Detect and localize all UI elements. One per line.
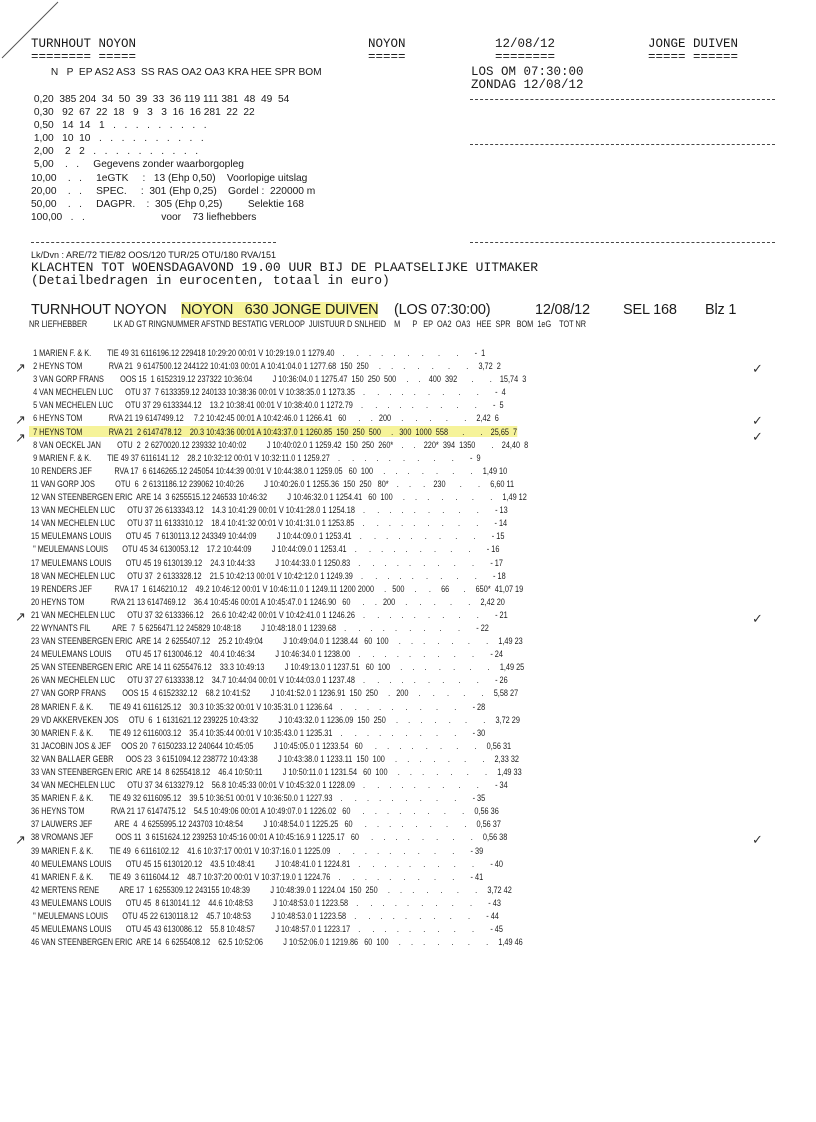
check-mark: ↗ bbox=[15, 431, 26, 446]
result-row-text: 20 HEYNS TOM RVA 21 13 6147469.12 36.4 10:45:46 00:01 A 10:45:47.0 1 1246.90 60 . . 200 . . . . . 2,42 20 bbox=[29, 595, 505, 607]
title-page: Blz 1 bbox=[705, 302, 737, 318]
result-row-text: " MEULEMANS LOUIS OTU 45 34 6130053.12 17.2 10:44:09 J 10:44:09.0 1 1253.41 . . . . . . . . . - 16 bbox=[29, 543, 500, 555]
result-row bbox=[29, 425, 770, 438]
result-row-text: 5 VAN MECHELEN LUC OTU 37 29 6133344.12 13.2 10:38:41 00:01 V 10:38:40.0 1 1272.79 . . . . . . . . . - 5 bbox=[29, 399, 504, 411]
lk-line: Lk/Dvn : ARE/72 TIE/82 OOS/120 TUR/25 OTU/180 RVA/151 bbox=[31, 250, 276, 260]
result-row bbox=[29, 830, 770, 843]
result-row bbox=[29, 503, 770, 516]
result-row-text: 31 JACOBIN JOS & JEF OOS 20 7 6150233.12 240644 10:45:05 J 10:45:05.0 1 1233.54 60 . . . . . . . . 0,56 31 bbox=[29, 739, 512, 751]
result-rows bbox=[29, 346, 769, 948]
result-row bbox=[29, 464, 770, 477]
result-row bbox=[29, 700, 770, 713]
header-date: 12/08/12 bbox=[495, 37, 556, 51]
result-row bbox=[29, 752, 770, 765]
dashed-rule bbox=[470, 99, 775, 100]
result-row-text: 4 VAN MECHELEN LUC OTU 37 7 6133359.12 240133 10:38:36 00:01 V 10:38:35.0 1 1273.35 . . . . . . . . . - 4 bbox=[29, 386, 506, 398]
result-row-text: 22 WYNANTS FIL ARE 7 5 6256471.12 245829 10:48:18 J 10:48:18.0 1 1239.68 . . . . . . . . . - 22 bbox=[29, 621, 489, 633]
header-right: JONGE DUIVEN bbox=[648, 37, 739, 51]
check-mark: ✓ bbox=[752, 833, 763, 848]
result-row-text: 29 VD AKKERVEKEN JOS OTU 6 1 6131621.12 239225 10:43:32 J 10:43:32.0 1 1236.09 150 250 . . . . . . . 3,72 29 bbox=[29, 713, 520, 725]
stats-line: 2,00 2 2 . . . . . . . . . . bbox=[31, 146, 199, 158]
result-row-text: 42 MERTENS RENE ARE 17 1 6255309.12 243155 10:48:39 J 10:48:39.0 1 1224.04 150 250 . . . . . . . 3,72 42 bbox=[29, 883, 512, 895]
los-day: ZONDAG 12/08/12 bbox=[471, 78, 584, 92]
result-row-text: 8 VAN OECKEL JAN OTU 2 2 6270020.12 239332 10:40:02 J 10:40:02.0 1 1259.42 150 250 260* . . 220* 394 1350 . 24,40 8 bbox=[29, 438, 529, 450]
result-row bbox=[29, 896, 770, 909]
result-row bbox=[29, 477, 770, 490]
notice-amounts: (Detailbedragen in eurocenten, totaal in euro) bbox=[31, 273, 390, 288]
stats-line: 0,20 385 204 34 50 39 33 36 119 111 381 48 49 54 bbox=[31, 94, 290, 105]
stats-line: 0,50 14 14 1 . . . . . . . . . bbox=[31, 120, 207, 132]
result-row bbox=[29, 726, 770, 739]
result-row-text: 35 MARIEN F. & K. TIE 49 32 6116095.12 39.5 10:36:51 00:01 V 10:36:50.0 1 1227.93 . . . . . . . . . - 35 bbox=[29, 792, 486, 804]
check-mark: ↗ bbox=[15, 413, 26, 428]
result-row bbox=[29, 909, 770, 922]
check-mark: ✓ bbox=[752, 414, 763, 429]
result-row-text: 30 MARIEN F. & K. TIE 49 12 6116003.12 35.4 10:35:44 00:01 V 10:35:43.0 1 1235.31 . . . . . . . . . - 30 bbox=[29, 726, 486, 738]
dashed-rule bbox=[470, 242, 775, 243]
result-row bbox=[29, 844, 770, 857]
result-row bbox=[29, 529, 770, 542]
result-row bbox=[29, 634, 770, 647]
result-row-text: 15 MEULEMANS LOUIS OTU 45 7 6130113.12 243349 10:44:09 J 10:44:09.0 1 1253.41 . . . . . . . . . - 15 bbox=[29, 530, 505, 542]
result-row bbox=[29, 582, 770, 595]
result-row-text: 28 MARIEN F. & K. TIE 49 41 6116125.12 30.3 10:35:32 00:01 V 10:35:31.0 1 1236.64 . . . . . . . . . - 28 bbox=[29, 700, 486, 712]
result-row-text: 12 VAN STEENBERGEN ERIC ARE 14 3 6255515.12 246533 10:46:32 J 10:46:32.0 1 1254.41 60 100 . . . . . . . 1,49 12 bbox=[29, 491, 527, 503]
result-row-text: 19 RENDERS JEF RVA 17 1 6146210.12 49.2 10:46:12 00:01 V 10:46:11.0 1 1249.11 1200 2000 . 500 . . 66 . 650* 41,07 19 bbox=[29, 582, 524, 594]
result-row bbox=[29, 411, 770, 424]
result-row-text: 23 VAN STEENBERGEN ERIC ARE 14 2 6255407.12 25.2 10:49:04 J 10:49:04.0 1 1238.44 60 100 . . . . . . . 1,49 23 bbox=[29, 635, 523, 647]
result-row bbox=[29, 778, 770, 791]
title-date: 12/08/12 bbox=[535, 302, 590, 318]
result-row bbox=[29, 739, 770, 752]
result-row bbox=[29, 686, 770, 699]
result-row bbox=[29, 804, 770, 817]
result-row-text: 43 MEULEMANS LOUIS OTU 45 8 6130141.12 44.6 10:48:53 J 10:48:53.0 1 1223.58 . . . . . . . . . - 43 bbox=[29, 896, 501, 908]
stats-line: 0,30 92 67 22 18 9 3 3 16 16 281 22 22 bbox=[31, 107, 255, 119]
result-row bbox=[29, 922, 770, 935]
result-row-text: 10 RENDERS JEF RVA 17 6 6146265.12 245054 10:44:39 00:01 V 10:44:38.0 1 1259.05 60 100 . . . . . . . 1,49 10 bbox=[29, 464, 508, 476]
check-mark: ↗ bbox=[15, 361, 26, 376]
result-row-text: 25 VAN STEENBERGEN ERIC ARE 14 11 6255476.12 33.3 10:49:13 J 10:49:13.0 1 1237.51 60 100 . . . . . . . 1,49 25 bbox=[29, 661, 525, 673]
notice-complaints: KLACHTEN TOT WOENSDAGAVOND 19.00 UUR BIJ DE PLAATSELIJKE UITMAKER bbox=[31, 260, 539, 275]
result-row bbox=[29, 647, 770, 660]
result-row-text: 3 VAN GORP FRANS OOS 15 1 6152319.12 237322 10:36:04 J 10:36:04.0 1 1275.47 150 250 500 . . 400 392 . . 15,74 3 bbox=[29, 373, 527, 385]
title-selection: SEL 168 bbox=[623, 302, 677, 318]
result-row-text: 39 MARIEN F. & K. TIE 49 6 6116102.12 41.6 10:37:17 00:01 V 10:37:16.0 1 1225.09 . . . . . . . . . - 39 bbox=[29, 844, 484, 856]
stats-columns: N P EP AS2 AS3 SS RAS OA2 OA3 KRA HEE SPR BOM bbox=[31, 67, 322, 78]
stats-line: 100,00 . . voor 73 liefhebbers bbox=[31, 211, 257, 223]
header-center-underline: ===== bbox=[368, 50, 406, 64]
result-row bbox=[29, 608, 770, 621]
stats-block bbox=[31, 93, 315, 224]
header-center: NOYON bbox=[368, 37, 406, 51]
check-mark: ✓ bbox=[752, 430, 763, 445]
result-row-text: 21 VAN MECHELEN LUC OTU 37 32 6133366.12 26.6 10:42:42 00:01 V 10:42:41.0 1 1246.26 . . . . . . . . . - 21 bbox=[29, 608, 508, 620]
result-row-text: 9 MARIEN F. & K. TIE 49 37 6116141.12 28.2 10:32:12 00:01 V 10:32:11.0 1 1259.27 . . . . . . . . . - 9 bbox=[29, 451, 481, 463]
result-row bbox=[29, 359, 770, 372]
result-row-text: 11 VAN GORP JOS OTU 6 2 6131186.12 239062 10:40:26 J 10:40:26.0 1 1255.36 150 250 80* . . . 230 . . 6,60 11 bbox=[29, 477, 515, 489]
result-row-text: 46 VAN STEENBERGEN ERIC ARE 14 6 6255408.12 62.5 10:52:06 J 10:52:06.0 1 1219.86 60 100 . . . . . . . 1,49 46 bbox=[29, 936, 523, 948]
result-row bbox=[29, 346, 770, 359]
title-club: TURNHOUT NOYON bbox=[31, 302, 167, 318]
result-row-text: 38 VROMANS JEF OOS 11 3 6151624.12 239253 10:45:16 00:01 A 10:45:16.9 1 1225.17 60 . . . . . . . . 0,56 38 bbox=[29, 831, 508, 843]
result-row bbox=[29, 372, 770, 385]
result-row-text: 34 VAN MECHELEN LUC OTU 37 34 6133279.12 56.8 10:45:33 00:01 V 10:45:32.0 1 1228.09 . . . . . . . . . - 34 bbox=[29, 779, 508, 791]
result-row bbox=[29, 490, 770, 503]
result-row bbox=[29, 673, 770, 686]
title-los: (LOS 07:30:00) bbox=[394, 302, 491, 318]
dashed-rule bbox=[31, 242, 276, 243]
stats-line: 20,00 . . SPEC. : 301 (Ehp 0,25) Gordel : 220000 m bbox=[31, 185, 316, 197]
result-row bbox=[29, 817, 770, 830]
result-row-text: 33 VAN STEENBERGEN ERIC ARE 14 8 6255418.12 46.4 10:50:11 J 10:50:11.0 1 1231.54 60 100 . . . . . . . 1,49 33 bbox=[29, 766, 522, 777]
stats-line: 50,00 . . DAGPR. : 305 (Ehp 0,25) Selektie 168 bbox=[31, 198, 304, 210]
result-row-text: 14 VAN MECHELEN LUC OTU 37 11 6133310.12 18.4 10:41:32 00:01 V 10:41:31.0 1 1253.85 . . . . . . . . . - 14 bbox=[29, 517, 508, 529]
result-row-text: 36 HEYNS TOM RVA 21 17 6147475.12 54.5 10:49:06 00:01 A 10:49:07.0 1 1226.02 60 . . . . . . . . 0,56 36 bbox=[29, 805, 499, 817]
result-row bbox=[29, 542, 770, 555]
result-row bbox=[29, 595, 770, 608]
result-row-text: 1 MARIEN F. & K. TIE 49 31 6116196.12 229418 10:29:20 00:01 V 10:29:19.0 1 1279.40 . . . . . . . . . - 1 bbox=[29, 347, 486, 358]
result-row-text: 2 HEYNS TOM RVA 21 9 6147500.12 244122 10:41:03 00:01 A 10:41:04.0 1 1277.68 150 250 . . . . . . . 3,72 2 bbox=[29, 360, 501, 372]
result-row-text: 24 MEULEMANS LOUIS OTU 45 17 6130046.12 40.4 10:46:34 J 10:46:34.0 1 1238.00 . . . . . . . . . - 24 bbox=[29, 648, 503, 660]
result-row bbox=[29, 883, 770, 896]
stats-line: 5,00 . . Gegevens zonder waarborgopleg bbox=[31, 159, 244, 171]
result-row bbox=[29, 451, 770, 464]
result-row bbox=[29, 660, 770, 673]
header-left-underline: ======== ===== bbox=[31, 50, 137, 64]
header-right-underline: ===== ====== bbox=[648, 50, 739, 64]
result-row-text: 40 MEULEMANS LOUIS OTU 45 15 6130120.12 43.5 10:48:41 J 10:48:41.0 1 1224.81 . . . . . . . . . - 40 bbox=[29, 857, 503, 869]
result-row bbox=[29, 857, 770, 870]
result-row-text: 32 VAN BALLAER GEBR OOS 23 3 6151094.12 238772 10:43:38 J 10:43:38.0 1 1233.11 150 100 . . . . . . . 2,33 32 bbox=[29, 752, 519, 764]
result-row-text: 27 VAN GORP FRANS OOS 15 4 6152332.12 68.2 10:41:52 J 10:41:52.0 1 1236.91 150 250 . 200 . . . . . 5,58 27 bbox=[29, 687, 519, 699]
result-row bbox=[29, 569, 770, 582]
result-row-text: " MEULEMANS LOUIS OTU 45 22 6130118.12 45.7 10:48:53 J 10:48:53.0 1 1223.58 . . . . . . . . . - 44 bbox=[29, 910, 499, 922]
result-row bbox=[29, 765, 770, 778]
dashed-rule bbox=[470, 144, 775, 145]
result-row-text: 37 LAUWERS JEF ARE 4 4 6255995.12 243703 10:48:54 J 10:48:54.0 1 1225.25 60 . . . . . . . . 0,56 37 bbox=[29, 818, 501, 830]
check-mark: ✓ bbox=[752, 362, 763, 377]
result-row bbox=[29, 516, 770, 529]
result-row bbox=[29, 385, 770, 398]
result-row-text: 26 VAN MECHELEN LUC OTU 37 27 6133338.12 34.7 10:44:04 00:01 V 10:44:03.0 1 1237.48 . . . . . . . . . - 26 bbox=[29, 674, 508, 686]
check-mark: ↗ bbox=[15, 833, 26, 848]
result-row bbox=[29, 556, 770, 569]
column-header: NR LIEFHEBBER LK AD GT RINGNUMMER AFSTND BESTATIG VERLOOP JUISTUUR D SNLHEID M P EP OA2 OA3 HEE SPR BOM 1eG TOT NR bbox=[29, 318, 587, 329]
result-row bbox=[29, 621, 770, 634]
stats-line: 1,00 10 10 . . . . . . . . . . bbox=[31, 133, 204, 145]
result-row bbox=[29, 713, 770, 726]
result-row bbox=[29, 870, 770, 883]
result-row bbox=[29, 398, 770, 411]
result-row-text: 6 HEYNS TOM RVA 21 19 6147499.12 7.2 10:42:45 00:01 A 10:42:46.0 1 1266.41 60 . . 200 . . . . . 2,42 6 bbox=[29, 412, 499, 424]
result-row-text: 17 MEULEMANS LOUIS OTU 45 19 6130139.12 24.3 10:44:33 J 10:44:33.0 1 1250.83 . . . . . . . . . - 17 bbox=[29, 556, 503, 568]
result-row-text: 41 MARIEN F. & K. TIE 49 3 6116044.12 48.7 10:37:20 00:01 V 10:37:19.0 1 1224.76 . . . . . . . . . - 41 bbox=[29, 870, 484, 882]
stats-line: 10,00 . . 1eGTK : 13 (Ehp 0,50) Voorlopige uitslag bbox=[31, 172, 308, 184]
result-row-text: 7 HEYNS TOM RVA 21 2 6147478.12 20.3 10:43:36 00:01 A 10:43:37.0 1 1260.85 150 250 500 . 300 1000 558 . . 25,65 7 bbox=[29, 425, 518, 437]
los-line: LOS OM 07:30:00 bbox=[471, 65, 584, 79]
check-mark: ↗ bbox=[15, 610, 26, 625]
check-mark: ✓ bbox=[752, 612, 763, 627]
result-row bbox=[29, 791, 770, 804]
result-row-text: 13 VAN MECHELEN LUC OTU 37 26 6133343.12 14.3 10:41:29 00:01 V 10:41:28.0 1 1254.18 . . . . . . . . . - 13 bbox=[29, 504, 508, 516]
result-row-text: 45 MEULEMANS LOUIS OTU 45 43 6130086.12 55.8 10:48:57 J 10:48:57.0 1 1223.17 . . . . . . . . . - 45 bbox=[29, 923, 503, 935]
result-row bbox=[29, 438, 770, 451]
header-left: TURNHOUT NOYON bbox=[31, 37, 137, 51]
result-row bbox=[29, 935, 770, 948]
title-race: NOYON 630 JONGE DUIVEN bbox=[181, 302, 379, 318]
result-row-text: 18 VAN MECHELEN LUC OTU 37 2 6133328.12 21.5 10:42:13 00:01 V 10:42:12.0 1 1249.39 . . . . . . . . . - 18 bbox=[29, 569, 506, 581]
header-date-underline: ======== bbox=[495, 50, 556, 64]
